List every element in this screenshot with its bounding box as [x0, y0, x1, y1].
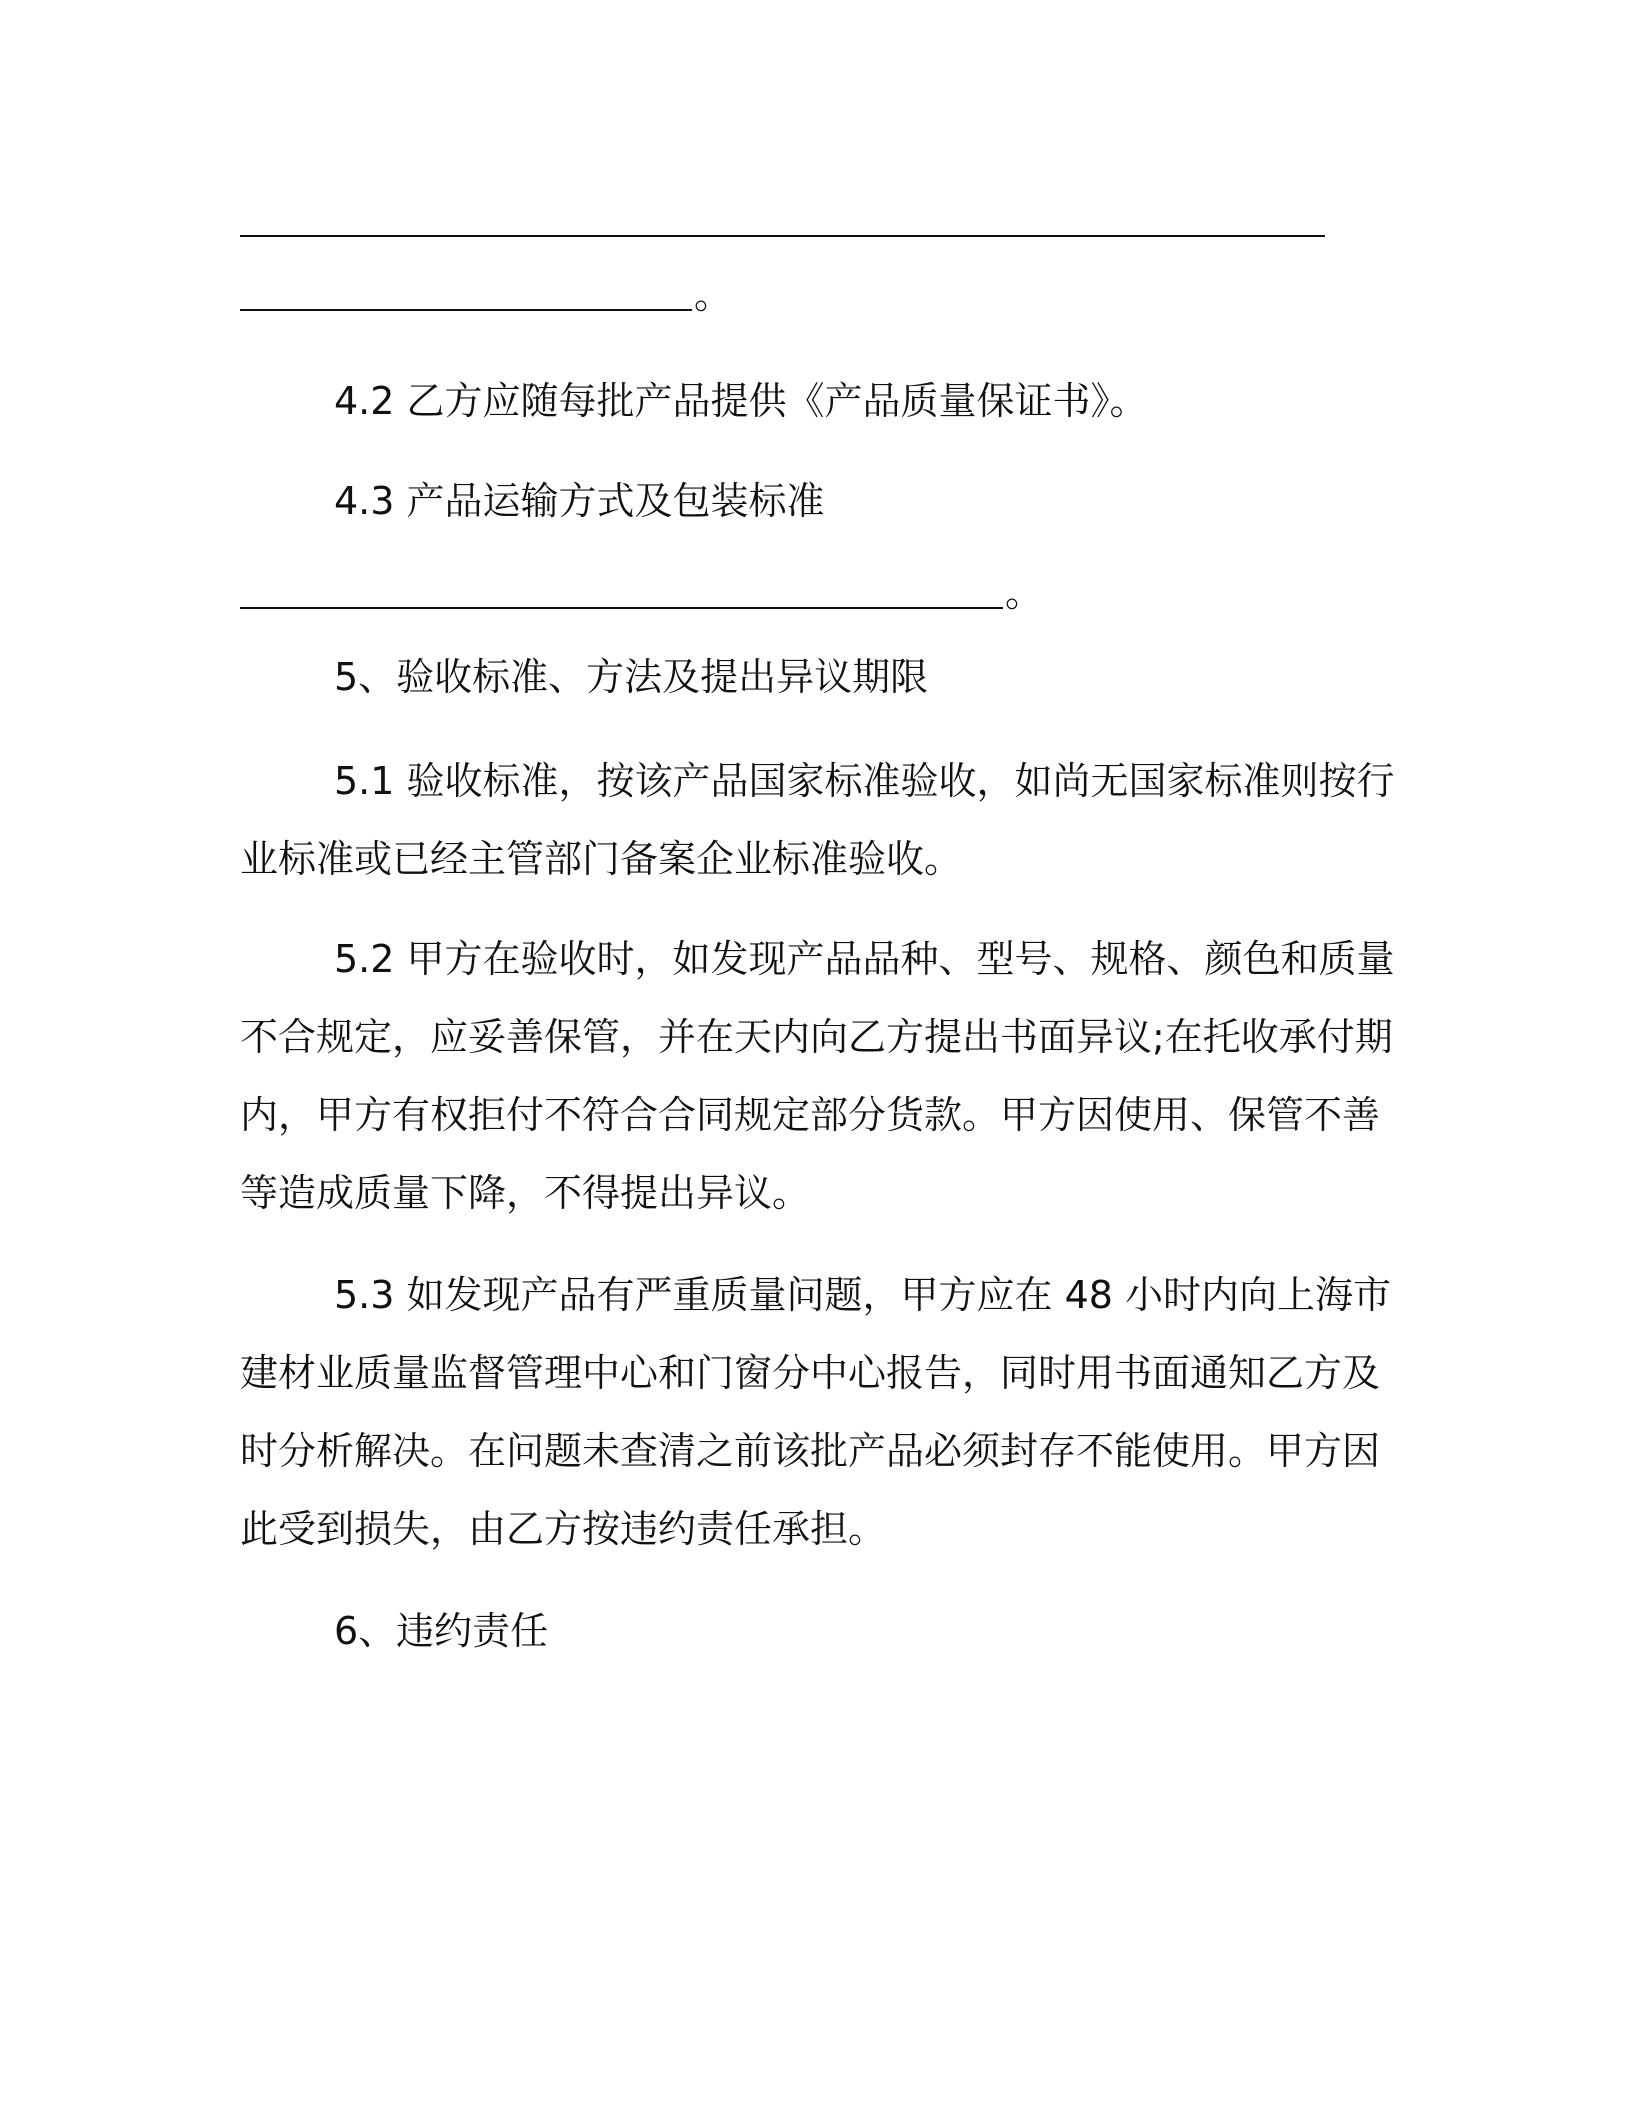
- section-5-heading: 5、验收标准、方法及提出异议期限: [334, 655, 929, 699]
- blank-end-punct: 。: [1005, 571, 1044, 615]
- blank-end-punct: 。: [694, 273, 733, 317]
- fill-in-blank-line: [240, 568, 1043, 618]
- clause-5-2-line-1: 5.2 甲方在验收时，如发现产品品种、型号、规格、颜色和质量: [334, 937, 1395, 981]
- clause-4-2: 4.2 乙方应随每批产品提供《产品质量保证书》。: [334, 379, 1148, 423]
- clause-5-3-line-1: 5.3 如发现产品有严重质量问题，甲方应在 48 小时内向上海市: [334, 1273, 1392, 1317]
- section-6-heading: 6、违约责任: [334, 1609, 549, 1653]
- clause-5-1-line-1: 5.1 验收标准，按该产品国家标准验收，如尚无国家标准则按行: [334, 759, 1395, 803]
- clause-5-3-line-4: 此受到损失，由乙方按违约责任承担。: [240, 1507, 887, 1551]
- blank-underline: [240, 235, 1325, 237]
- clause-5-2-line-4: 等造成质量下降，不得提出异议。: [240, 1171, 811, 1215]
- clause-5-1-line-2: 业标准或已经主管部门备案企业标准验收。: [240, 837, 963, 881]
- clause-5-2-line-3: 内，甲方有权拒付不符合合同规定部分货款。甲方因使用、保管不善: [240, 1093, 1381, 1137]
- blank-underline: [240, 309, 692, 311]
- fill-in-blank-line: [240, 270, 732, 320]
- clause-5-3-line-3: 时分析解决。在问题未查清之前该批产品必须封存不能使用。甲方因: [240, 1429, 1381, 1473]
- blank-underline: [240, 607, 1003, 609]
- clause-5-3-line-2: 建材业质量监督管理中心和门窗分中心报告，同时用书面通知乙方及: [240, 1351, 1381, 1395]
- fill-in-blank-line: [240, 196, 1325, 246]
- clause-4-3: 4.3 产品运输方式及包装标准: [334, 479, 825, 523]
- clause-5-2-line-2: 不合规定，应妥善保管，并在天内向乙方提出书面异议;在托收承付期: [240, 1015, 1393, 1059]
